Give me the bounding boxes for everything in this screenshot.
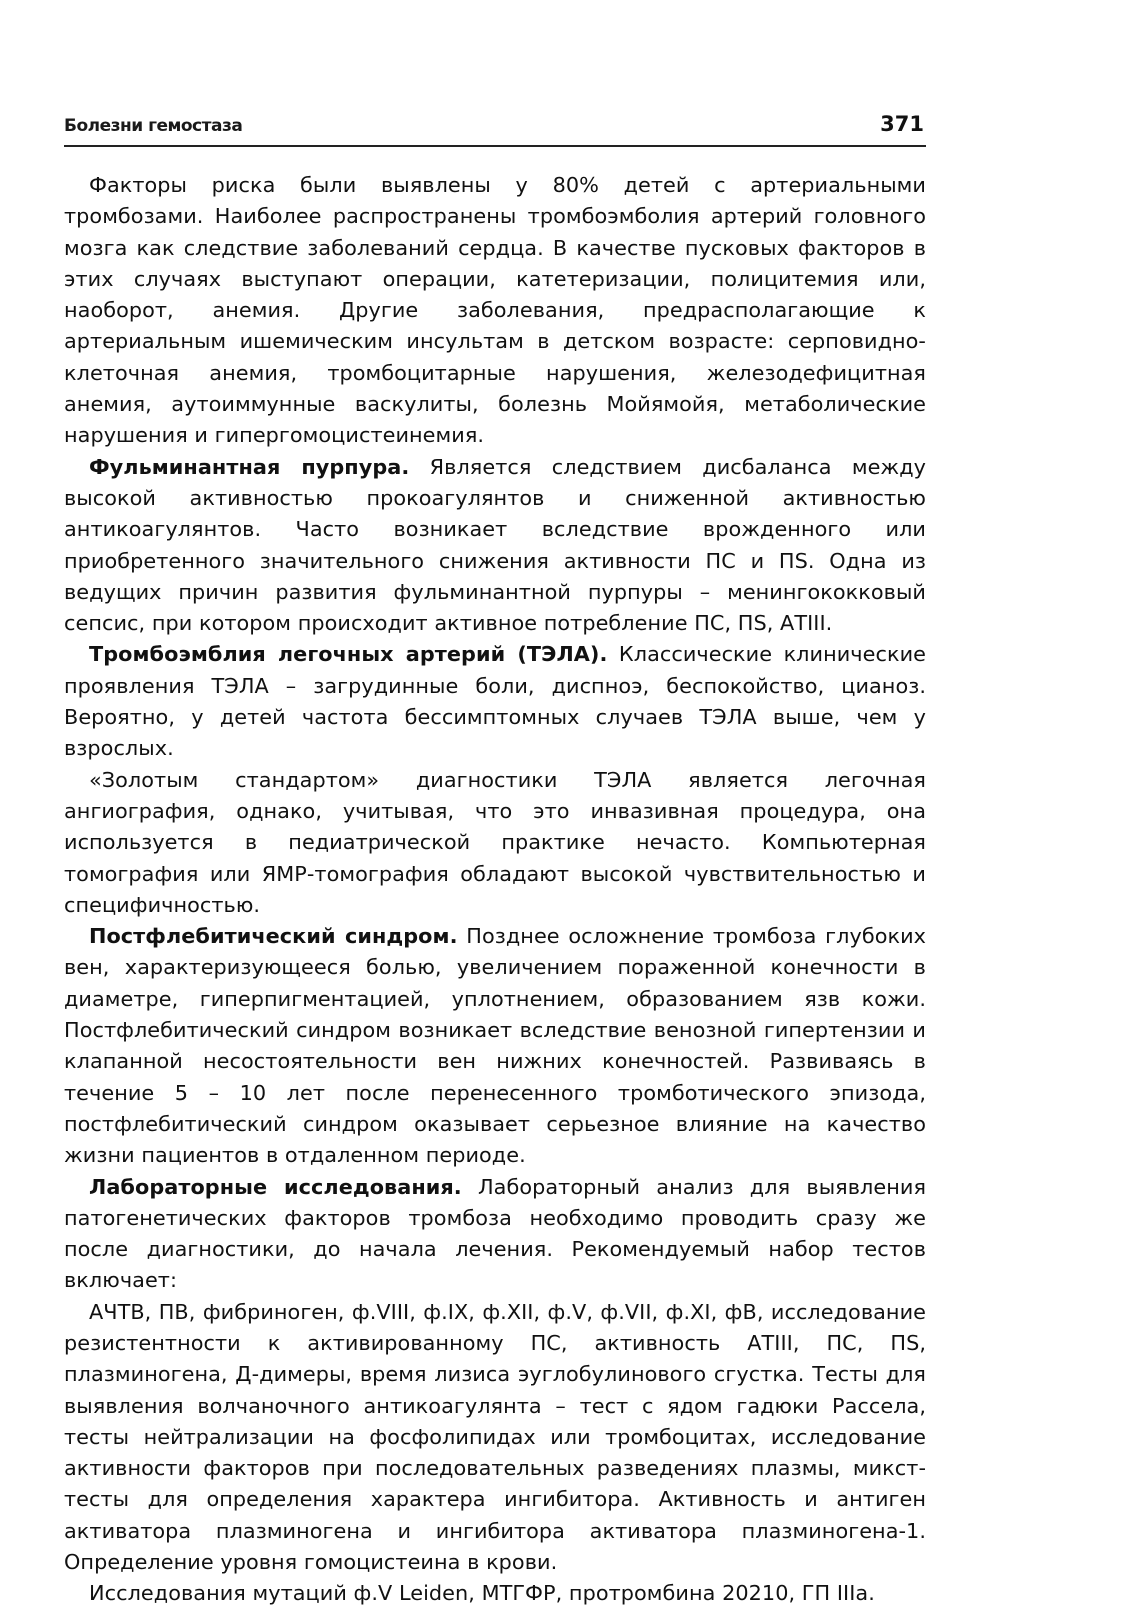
- body-text: [64, 170, 926, 1610]
- paragraph-text: Лабораторный анализ для выявления патогенетических факторов тромбоза необходимо проводить сразу же после диагностики, до начала лечения. Рекомендуемый набор тестов включает:: [64, 1174, 927, 1293]
- section-heading: Тромбоэмблия легочных артерий (ТЭЛА).: [89, 642, 608, 667]
- page-number: 371: [880, 112, 924, 136]
- paragraph-text: Факторы риска были выявлены у 80% детей с артериальными тромбозами. Наиболее распространены тромбоэмболия артерий головного мозга как следствие заболеваний сердца. В качестве пусковых факторов в этих случаях выступают операции, катетеризации, полицитемия или, наоборот, анемия. Другие заболевания, предрасполагающие к артериальным ишемическим инсультам в детском возрасте: серповидно-клеточная анемия, тромбоцитарные нарушения, железодефицитная анемия, аутоиммунные васкулиты, болезнь Мойямойя, метаболические нарушения и гипергомоцистеинемия.: [64, 173, 926, 448]
- paragraph-text: Позднее осложнение тромбоза глубоких вен, характеризующееся болью, увеличением пораженной конечности в диаметре, гиперпигментацией, уплотнением, образованием язв кожи. Постфлебитический синдром возникает вследствие венозной гипертензии и клапанной несостоятельности вен нижних конечностей. Развиваясь в течение 5 – 10 лет после перенесенного тромботического эпизода, постфлебитический синдром оказывает серьезное влияние на качество жизни пациентов в отдаленном периоде.: [64, 924, 926, 1168]
- paragraph-laboratory-tests: [64, 1172, 926, 1297]
- section-heading: Фульминантная пурпура.: [89, 454, 410, 479]
- paragraph-test-list: [64, 1297, 926, 1579]
- paragraph-gold-standard: [64, 765, 926, 921]
- paragraph-text: АЧТВ, ПВ, фибриноген, ф.VIII, ф.IX, ф.XII, ф.V, ф.VII, ф.XI, фВ, исследование резистентности к активированному ПС, активность АТIII, ПС, ПS, плазминогена, Д-димеры, время лизиса эуглобулинового сгустка. Тесты для выявления волчаночного антикоагулянта – тест с ядом гадюки Рассела, тесты нейтрализации на фосфолипидах или тромбоцитах, исследование активности факторов при последовательных разведениях плазмы, микст-тесты для определения характера ингибитора. Активность и антиген активатора плазминогена и ингибитора активатора плазминогена-1. Определение уровня гомоцистеина в крови.: [64, 1299, 926, 1575]
- section-heading: Лабораторные исследования.: [89, 1174, 462, 1199]
- paragraph-text: Исследования мутаций ф.V Leiden, МТГФР, протромбина 20210, ГП IIIa.: [89, 1581, 875, 1606]
- paragraph-fulminant-purpura: [64, 452, 926, 640]
- paragraph-mutation-tests: [64, 1578, 926, 1609]
- paragraph-text: Является следствием дисбаланса между высокой активностью прокоагулянтов и сниженной активностью антикоагулянтов. Часто возникает вследствие врожденного или приобретенного значительного снижения активности ПС и ПS. Одна из ведущих причин развития фульминантной пурпуры – менингококковый сепсис, при котором происходит активное потребление ПС, ПS, АТIII.: [64, 454, 926, 636]
- paragraph-pulmonary-embolism: [64, 639, 926, 764]
- header-rule: [64, 145, 926, 147]
- paragraph-risk-factors: [64, 170, 926, 452]
- paragraph-text: «Золотым стандартом» диагностики ТЭЛА является легочная ангиография, однако, учитывая, что это инвазивная процедура, она используется в педиатрической практике нечасто. Компьютерная томография или ЯМР-томография обладают высокой чувствительностью и специфичностью.: [64, 767, 926, 917]
- running-title: Болезни гемостаза: [64, 116, 243, 136]
- paragraph-postphlebitic-syndrome: [64, 921, 926, 1171]
- page-header: [64, 108, 924, 142]
- paragraph-text: Классические клинические проявления ТЭЛА – загрудинные боли, диспноэ, беспокойство, цианоз. Вероятно, у детей частота бессимптомных случаев ТЭЛА выше, чем у взрослых.: [64, 642, 926, 761]
- section-heading: Постфлебитический синдром.: [89, 924, 458, 949]
